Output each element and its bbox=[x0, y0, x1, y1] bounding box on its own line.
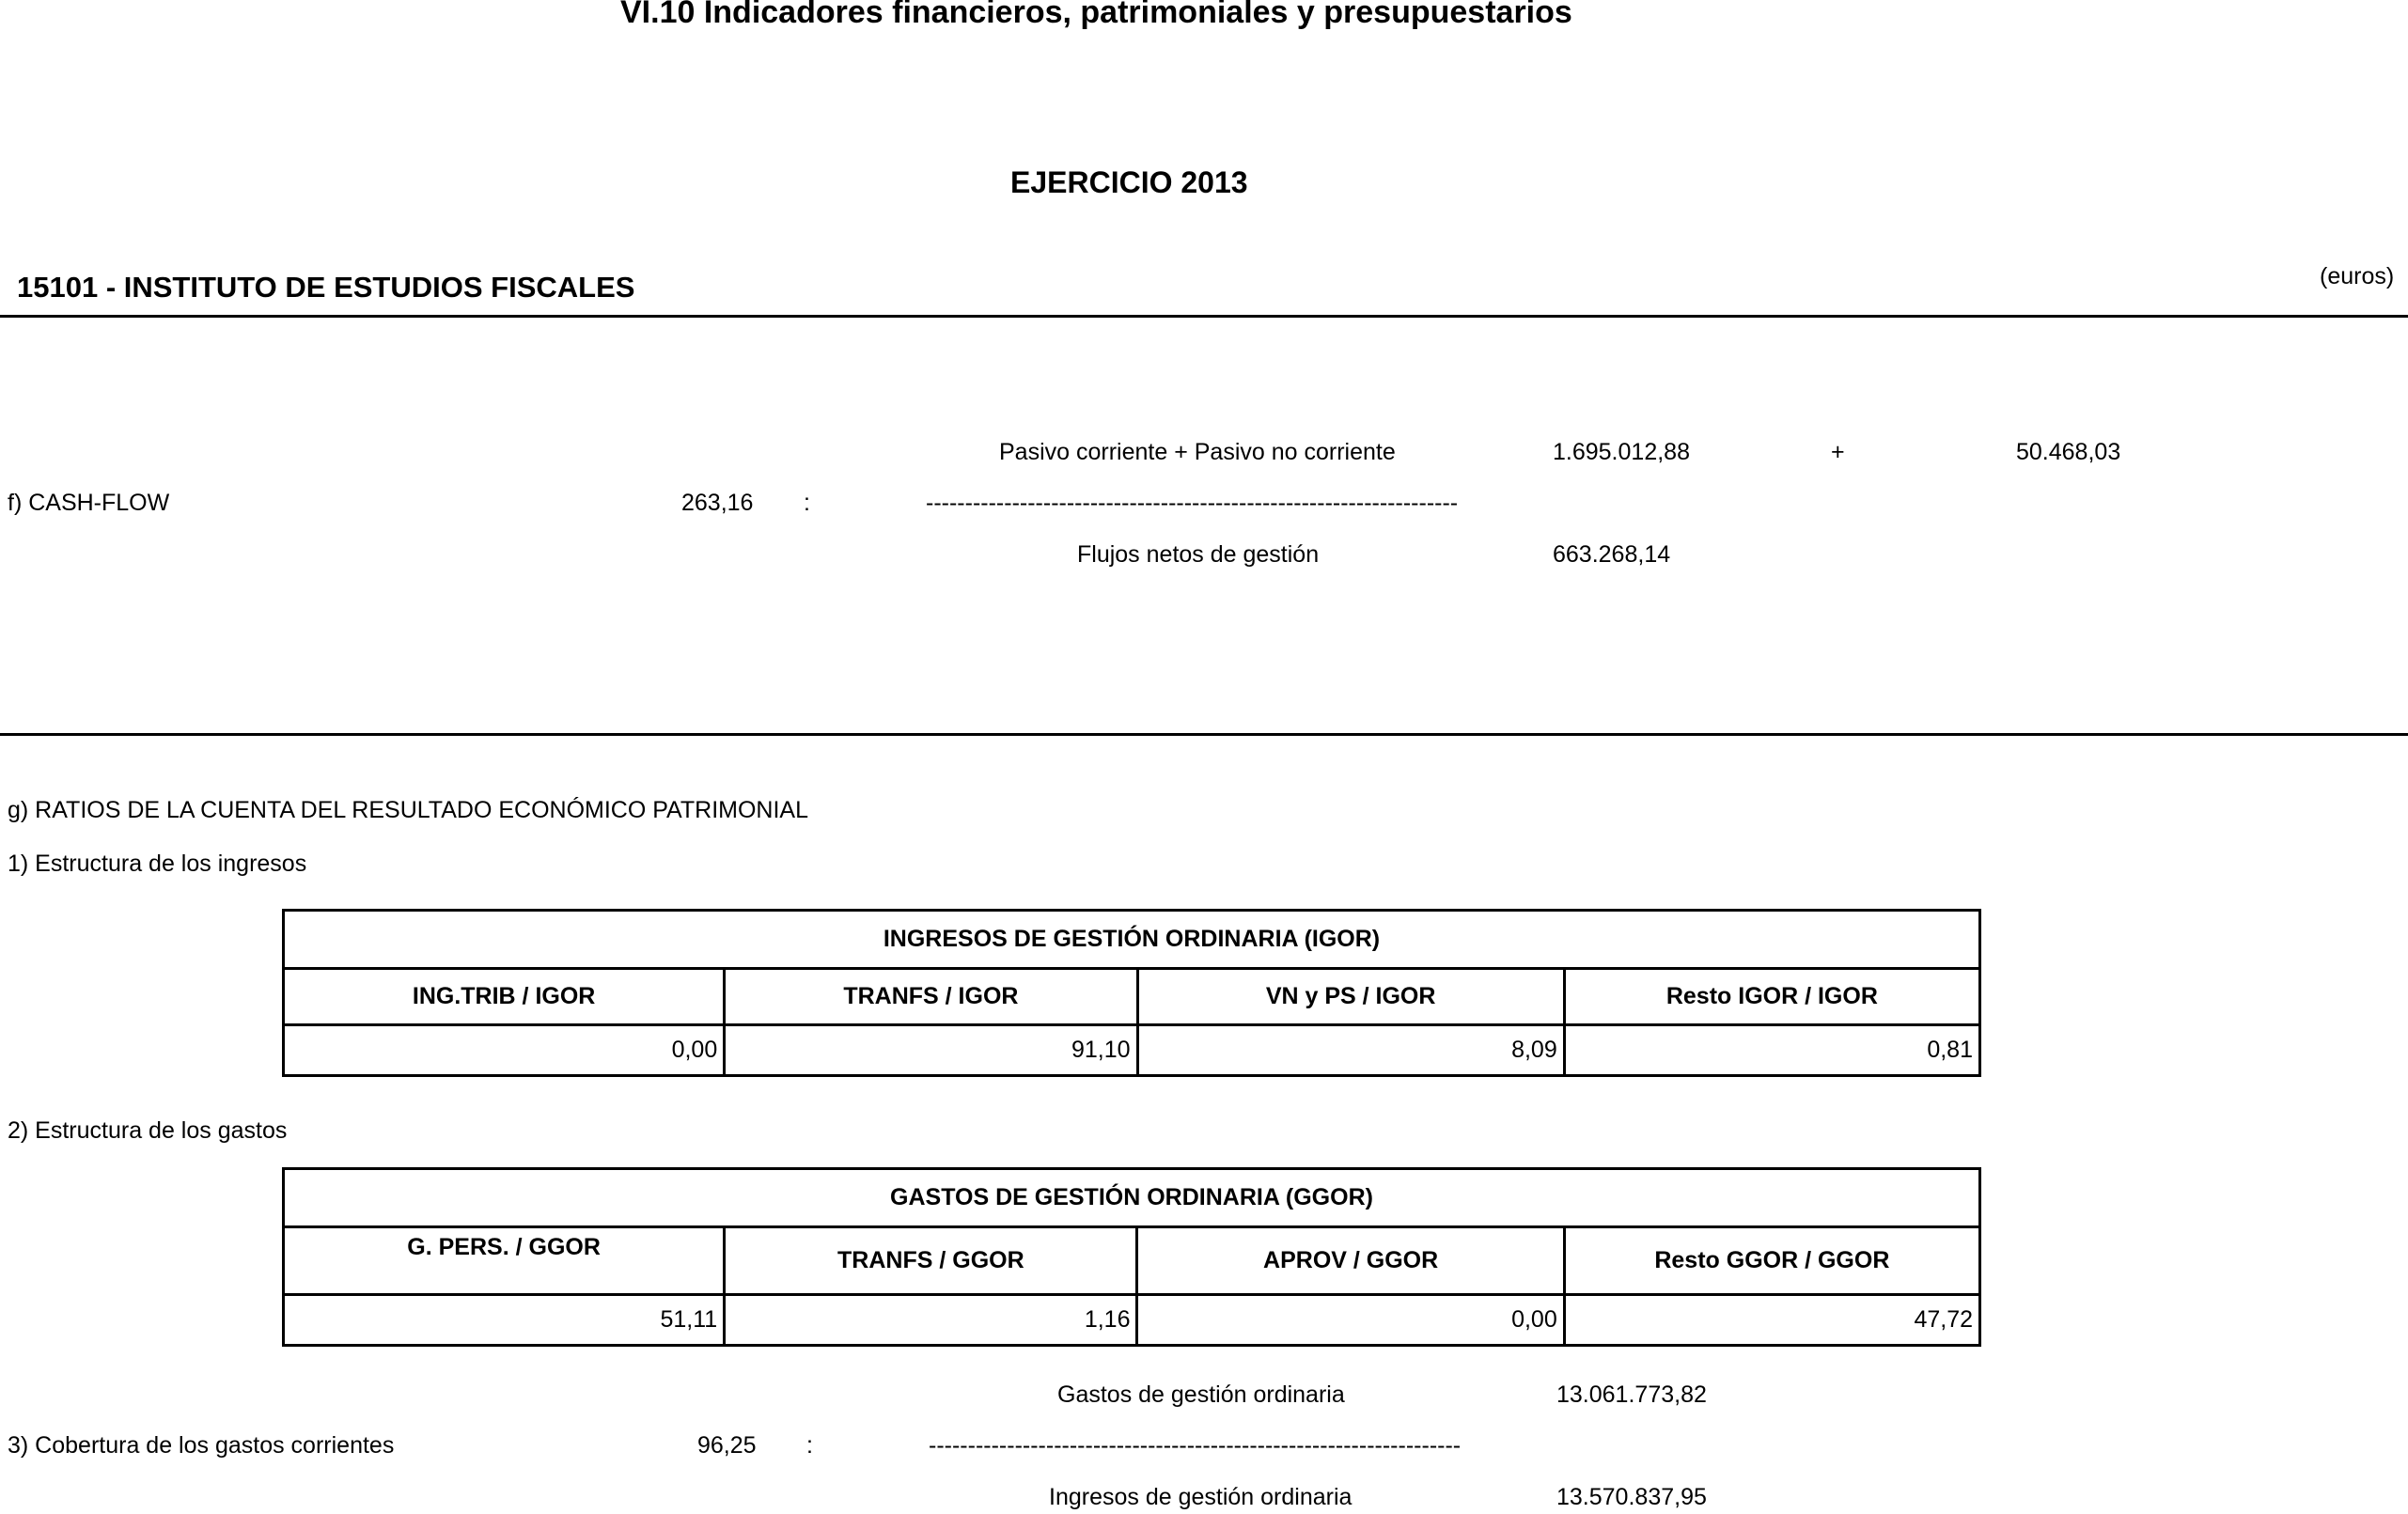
ingresos-value-cell: 0,00 bbox=[284, 1025, 725, 1076]
cashflow-numerator-value-2: 50.468,03 bbox=[2016, 439, 2121, 465]
cashflow-denominator-value: 663.268,14 bbox=[1553, 541, 1671, 568]
entity-heading: 15101 - INSTITUTO DE ESTUDIOS FISCALES bbox=[17, 271, 635, 304]
cobertura-numerator-value: 13.061.773,82 bbox=[1556, 1381, 1707, 1408]
cashflow-value: 263,16 bbox=[681, 490, 754, 516]
ingresos-value-cell: 0,81 bbox=[1564, 1025, 1979, 1076]
ratios-section-label: g) RATIOS DE LA CUENTA DEL RESULTADO ECONÓMICO PATRIMONIAL bbox=[8, 797, 808, 823]
ingresos-column-header: VN y PS / IGOR bbox=[1137, 969, 1564, 1025]
ingresos-table bbox=[282, 909, 1981, 1077]
gastos-table bbox=[282, 1167, 1981, 1347]
ingresos-column-header: TRANFS / IGOR bbox=[725, 969, 1137, 1025]
cobertura-value: 96,25 bbox=[697, 1432, 757, 1459]
gastos-value-cell: 0,00 bbox=[1137, 1295, 1564, 1346]
ingresos-value-cell: 8,09 bbox=[1137, 1025, 1564, 1076]
header-divider bbox=[0, 315, 2408, 318]
gastos-table-header-row bbox=[284, 1227, 1980, 1295]
cobertura-label: 3) Cobertura de los gastos corrientes bbox=[8, 1432, 395, 1459]
gastos-column-header: Resto GGOR / GGOR bbox=[1564, 1227, 1979, 1295]
ingresos-table-title-row bbox=[284, 911, 1980, 969]
ingresos-table-header-row bbox=[284, 969, 1980, 1025]
gastos-value-cell: 51,11 bbox=[284, 1295, 725, 1346]
cobertura-colon: : bbox=[806, 1432, 813, 1459]
cashflow-fraction-line: -------------------------------------------------------------------- bbox=[926, 490, 1459, 516]
cobertura-numerator-label: Gastos de gestión ordinaria bbox=[1057, 1381, 1345, 1408]
gastos-column-header: TRANFS / GGOR bbox=[725, 1227, 1137, 1295]
gastos-value-cell: 47,72 bbox=[1564, 1295, 1979, 1346]
cobertura-denominator-value: 13.570.837,95 bbox=[1556, 1484, 1707, 1510]
cobertura-denominator-label: Ingresos de gestión ordinaria bbox=[1049, 1484, 1353, 1510]
gastos-column-header: APROV / GGOR bbox=[1137, 1227, 1564, 1295]
ingresos-column-header: Resto IGOR / IGOR bbox=[1564, 969, 1979, 1025]
gastos-table-title-row bbox=[284, 1169, 1980, 1227]
ingresos-table-value-row bbox=[284, 1025, 1980, 1076]
cashflow-numerator-label: Pasivo corriente + Pasivo no corriente bbox=[999, 439, 1396, 465]
gastos-table-value-row bbox=[284, 1295, 1980, 1346]
units-label: (euros) bbox=[2320, 263, 2395, 289]
cobertura-fraction-line: -------------------------------------------------------------------- bbox=[929, 1432, 1462, 1459]
exercise-heading: EJERCICIO 2013 bbox=[1010, 165, 1248, 199]
ingresos-value-cell: 91,10 bbox=[725, 1025, 1137, 1076]
gastos-table-title: GASTOS DE GESTIÓN ORDINARIA (GGOR) bbox=[284, 1169, 1980, 1227]
section-divider bbox=[0, 733, 2408, 736]
gastos-value-cell: 1,16 bbox=[725, 1295, 1137, 1346]
gastos-structure-label: 2) Estructura de los gastos bbox=[8, 1117, 288, 1144]
ingresos-table-title: INGRESOS DE GESTIÓN ORDINARIA (IGOR) bbox=[284, 911, 1980, 969]
cashflow-colon: : bbox=[804, 490, 810, 516]
cashflow-numerator-value-1: 1.695.012,88 bbox=[1553, 439, 1690, 465]
ingresos-column-header: ING.TRIB / IGOR bbox=[284, 969, 725, 1025]
cashflow-denominator-label: Flujos netos de gestión bbox=[1077, 541, 1320, 568]
gastos-column-header: G. PERS. / GGOR bbox=[284, 1227, 725, 1295]
cashflow-plus-sign: + bbox=[1831, 439, 1845, 465]
cashflow-label: f) CASH-FLOW bbox=[8, 490, 170, 516]
page-title: VI.10 Indicadores financieros, patrimoniales y presupuestarios bbox=[620, 0, 1572, 30]
ingresos-structure-label: 1) Estructura de los ingresos bbox=[8, 851, 307, 877]
